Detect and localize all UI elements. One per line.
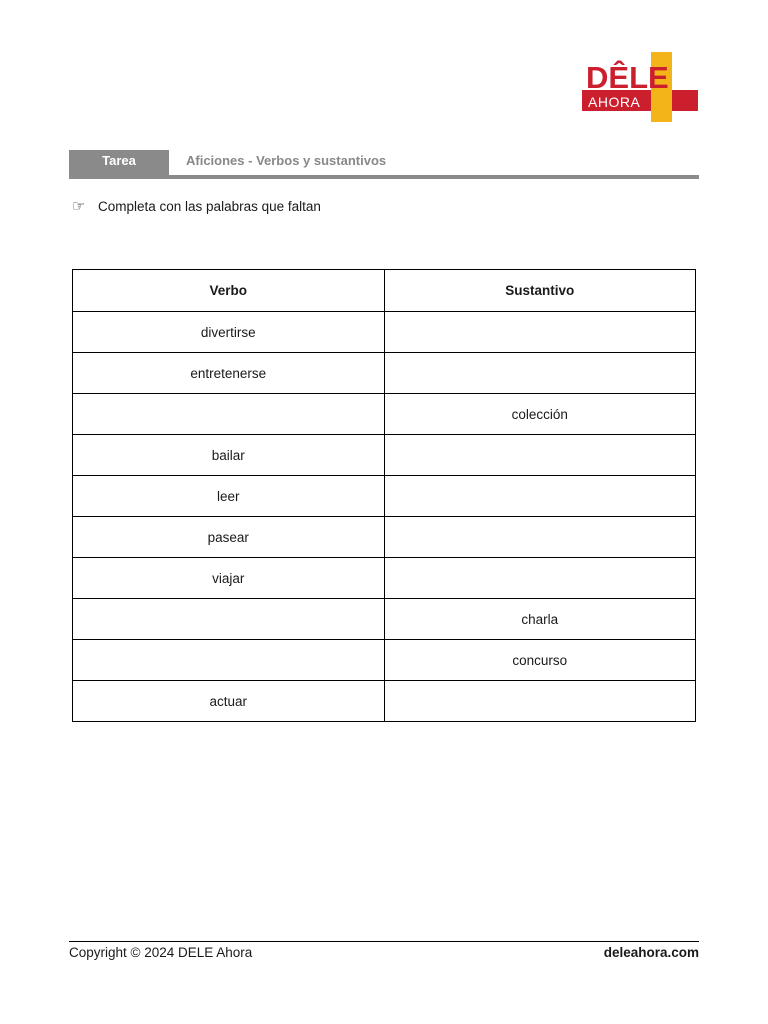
verb-cell: actuar	[73, 681, 385, 722]
column-header-sustantivo: Sustantivo	[384, 270, 696, 312]
verb-cell[interactable]	[73, 599, 385, 640]
verb-noun-table	[72, 269, 696, 722]
noun-cell: concurso	[384, 640, 696, 681]
instruction-text: Completa con las palabras que faltan	[98, 198, 321, 214]
noun-cell[interactable]	[384, 681, 696, 722]
verb-cell: viajar	[73, 558, 385, 599]
task-title: Aficiones - Verbos y sustantivos	[186, 153, 387, 168]
logo-word-dele: DÊLE	[586, 60, 669, 95]
noun-cell: charla	[384, 599, 696, 640]
task-tab-label: Tarea	[69, 150, 169, 176]
table-row	[73, 312, 696, 353]
table-row	[73, 394, 696, 435]
noun-cell[interactable]	[384, 435, 696, 476]
verb-cell[interactable]	[73, 394, 385, 435]
noun-cell[interactable]	[384, 353, 696, 394]
header-rule	[69, 175, 699, 179]
table-row	[73, 558, 696, 599]
table-row	[73, 353, 696, 394]
table-row	[73, 681, 696, 722]
noun-cell[interactable]	[384, 476, 696, 517]
table-row	[73, 517, 696, 558]
column-header-verbo: Verbo	[73, 270, 385, 312]
verb-cell: bailar	[73, 435, 385, 476]
verb-cell[interactable]	[73, 640, 385, 681]
footer-rule	[69, 941, 699, 942]
verb-cell: entretenerse	[73, 353, 385, 394]
verb-cell: pasear	[73, 517, 385, 558]
dele-ahora-logo	[582, 52, 700, 122]
noun-cell[interactable]	[384, 558, 696, 599]
copyright-text: Copyright © 2024 DELE Ahora	[69, 945, 253, 960]
table-row	[73, 476, 696, 517]
noun-cell: colección	[384, 394, 696, 435]
noun-cell[interactable]	[384, 517, 696, 558]
table-row	[73, 599, 696, 640]
instruction	[72, 196, 321, 216]
table-row	[73, 435, 696, 476]
table-row	[73, 640, 696, 681]
pointing-hand-icon: ☞	[72, 197, 86, 215]
website-link[interactable]: deleahora.com	[603, 945, 699, 960]
verb-cell: divertirse	[73, 312, 385, 353]
logo-word-ahora: AHORA	[588, 94, 641, 110]
noun-cell[interactable]	[384, 312, 696, 353]
verb-cell: leer	[73, 476, 385, 517]
task-header	[69, 150, 699, 179]
table-header-row	[73, 270, 696, 312]
